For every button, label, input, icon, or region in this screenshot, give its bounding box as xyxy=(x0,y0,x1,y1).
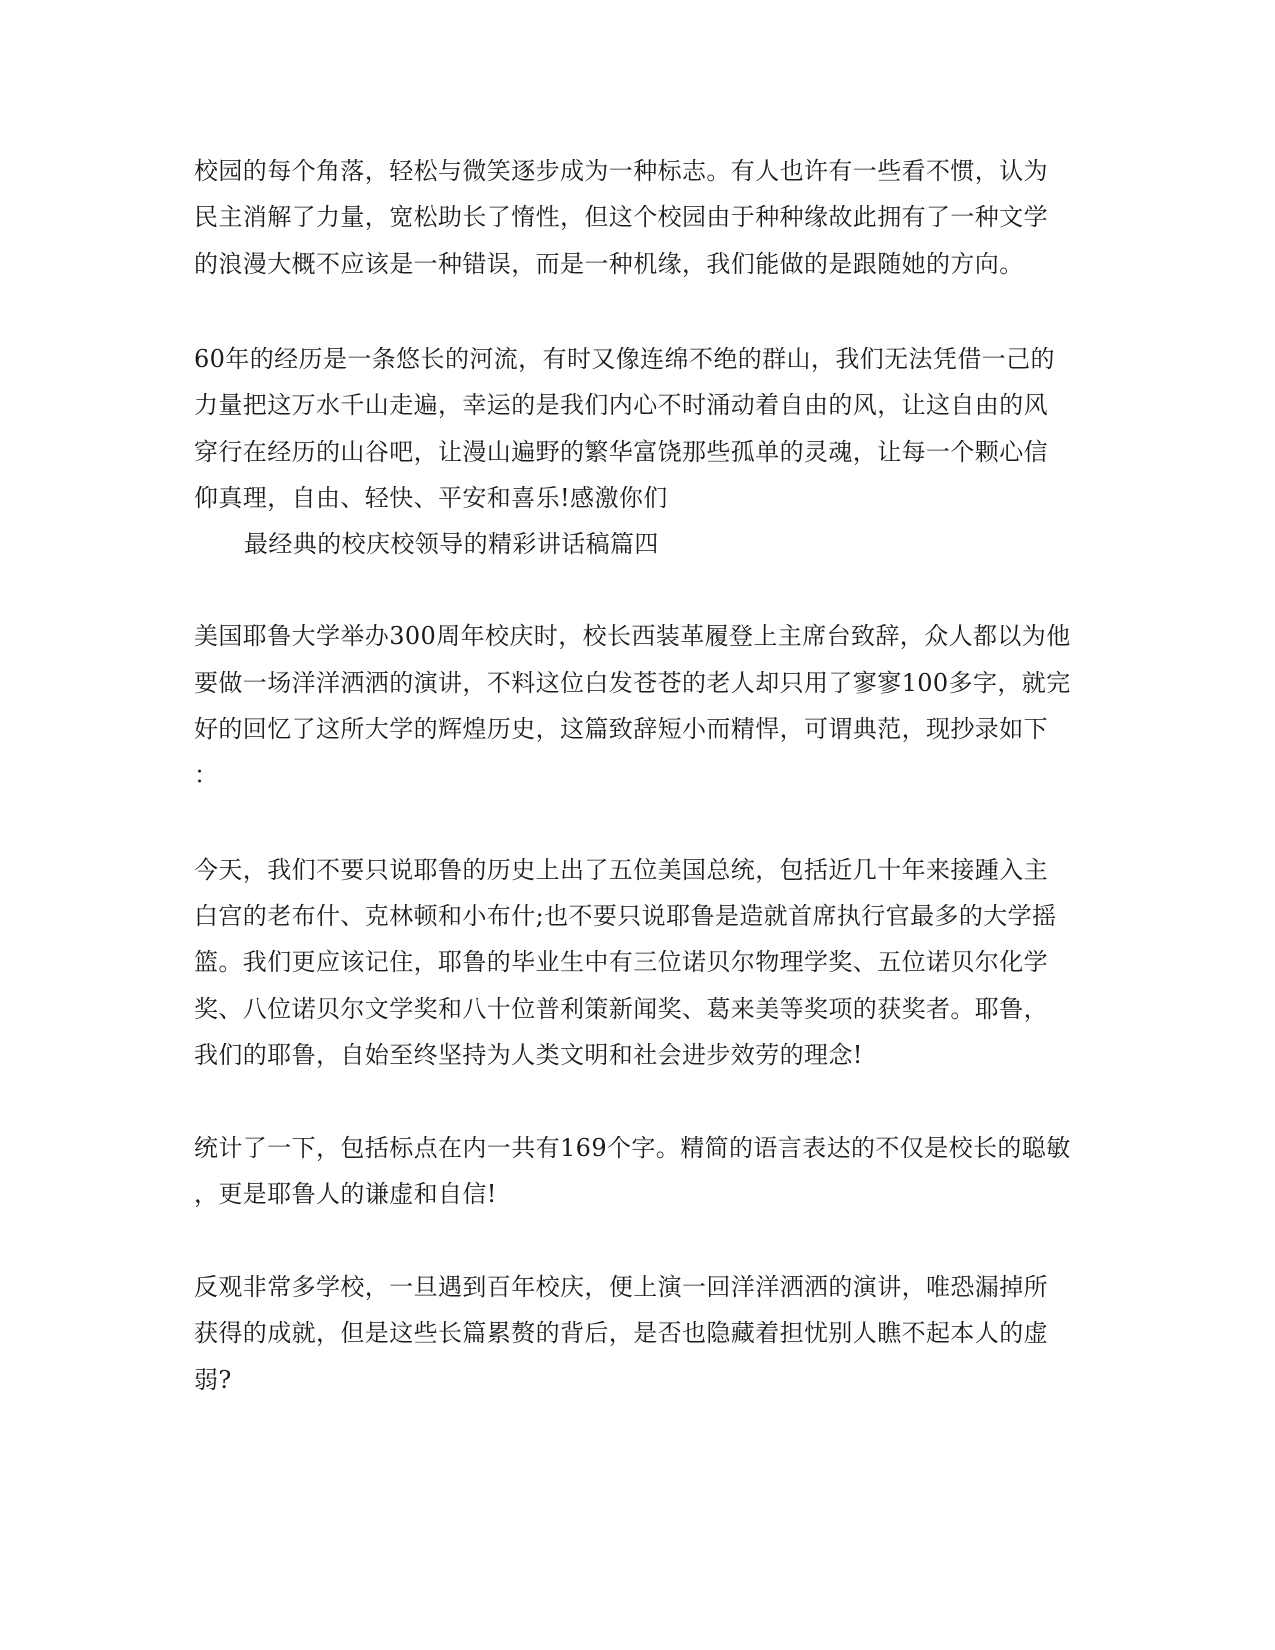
paragraph-1-line-1: 校园的每个角落，轻松与微笑逐步成为一种标志。有人也许有一些看不惯，认为 xyxy=(194,157,1048,185)
paragraph-3-line-1: 美国耶鲁大学举办300周年校庆时，校长西装革履登上主席台致辞，众人都以为他 xyxy=(194,622,1071,650)
paragraph-1-line-3: 的浪漫大概不应该是一种错误，而是一种机缘，我们能做的是跟随她的方向。 xyxy=(194,250,1024,278)
paragraph-4-line-3: 篮。我们更应该记住，耶鲁的毕业生中有三位诺贝尔物理学奖、五位诺贝尔化学 xyxy=(194,948,1048,976)
paragraph-4-line-2: 白宫的老布什、克林顿和小布什;也不要只说耶鲁是造就首席执行官最多的大学摇 xyxy=(194,902,1057,930)
paragraph-5-line-1: 统计了一下，包括标点在内一共有169个字。精简的语言表达的不仅是校长的聪敏 xyxy=(194,1134,1071,1162)
paragraph-6-line-2: 获得的成就，但是这些长篇累赘的背后，是否也隐藏着担忧别人瞧不起本人的虚 xyxy=(194,1319,1048,1347)
paragraph-3-line-3: 好的回忆了这所大学的辉煌历史，这篇致辞短小而精悍，可谓典范，现抄录如下 xyxy=(194,715,1048,743)
paragraph-6-line-3: 弱? xyxy=(194,1366,232,1394)
paragraph-4-line-4: 奖、八位诺贝尔文学奖和八十位普利策新闻奖、葛来美等奖项的获奖者。耶鲁， xyxy=(194,995,1048,1023)
paragraph-6-line-1: 反观非常多学校，一旦遇到百年校庆，便上演一回洋洋洒洒的演讲，唯恐漏掉所 xyxy=(194,1273,1048,1301)
paragraph-3-line-4: ： xyxy=(194,761,219,789)
paragraph-5-line-2: ，更是耶鲁人的谦虚和自信! xyxy=(194,1180,497,1208)
paragraph-1-line-2: 民主消解了力量，宽松助长了惰性，但这个校园由于种种缘故此拥有了一种文学 xyxy=(194,203,1048,231)
section-heading: 最经典的校庆校领导的精彩讲话稿篇四 xyxy=(244,530,659,558)
paragraph-2-line-4: 仰真理，自由、轻快、平安和喜乐!感激你们 xyxy=(194,484,668,512)
paragraph-2-line-1: 60年的经历是一条悠长的河流，有时又像连绵不绝的群山，我们无法凭借一己的 xyxy=(194,345,1055,373)
paragraph-4-line-5: 我们的耶鲁，自始至终坚持为人类文明和社会进步效劳的理念! xyxy=(194,1041,863,1069)
paragraph-4-line-1: 今天，我们不要只说耶鲁的历史上出了五位美国总统，包括近几十年来接踵入主 xyxy=(194,856,1048,884)
paragraph-2-line-2: 力量把这万水千山走遍，幸运的是我们内心不时涌动着自由的风，让这自由的风 xyxy=(194,391,1048,419)
paragraph-2-line-3: 穿行在经历的山谷吧，让漫山遍野的繁华富饶那些孤单的灵魂，让每一个颗心信 xyxy=(194,438,1048,466)
paragraph-3-line-2: 要做一场洋洋洒洒的演讲，不料这位白发苍苍的老人却只用了寥寥100多字，就完 xyxy=(194,669,1071,697)
